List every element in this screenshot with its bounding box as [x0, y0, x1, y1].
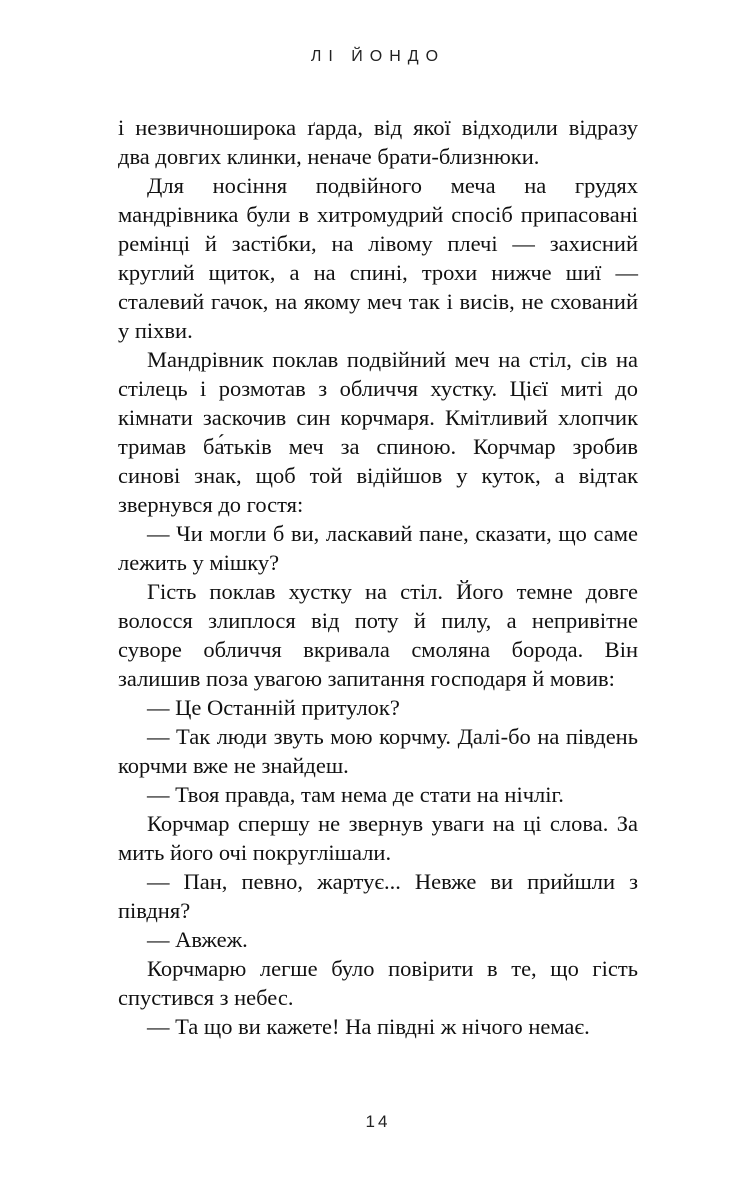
paragraph-10: — Пан, певно, жартує... Невже ви прийшли з півдня? [118, 869, 638, 923]
paragraph-7: — Так люди звуть мою корчму. Далі-бо на південь корчми вже не знайдеш. [118, 724, 638, 778]
paragraph-9: Корчмар спершу не звернув уваги на ці слова. За мить його очі покруглішали. [118, 811, 638, 865]
paragraph-13: — Та що ви кажете! На півдні ж нічого немає. [147, 1014, 590, 1039]
paragraph-6: — Це Останній притулок? [147, 695, 400, 720]
paragraph-12: Корчмарю легше було повірити в те, що гість спустився з небес. [118, 956, 638, 1010]
running-head: ЛІ ЙОНДО [310, 48, 446, 65]
paragraph-1: і незвичноширока ґарда, від якої відходили відразу два довгих клинки, неначе брати-близнюки. [118, 115, 638, 169]
paragraph-5: Гість поклав хустку на стіл. Його темне довге волосся злиплося від поту й пилу, а непривітне суворе обличчя вкривала смоляна борода. Він залишив поза увагою запитання господаря й мовив: [118, 579, 638, 691]
paragraph-2: Для носіння подвійного меча на грудях мандрівника були в хитромудрий спосіб припасовані ремінці й застібки, на лівому плечі — захисний круглий щиток, а на спині, трохи нижче шиї — сталевий гачок, на якому меч так і висів, не схований у піхви. [118, 173, 638, 343]
paragraph-11: — Авжеж. [147, 927, 248, 952]
paragraph-3: Мандрівник поклав подвійний меч на стіл, сів на стілець і розмотав з обличчя хустку. Цієї миті до кімнати заскочив син корчмаря. Кмітливий хлопчик тримав ба́тьків меч за спиною. Корчмар зробив синові знак, щоб той відійшов у куток, а відтак звернувся до гостя: [118, 347, 638, 517]
paragraph-8: — Твоя правда, там нема де стати на нічліг. [147, 782, 564, 807]
paragraph-4: — Чи могли б ви, ласкавий пане, сказати, що саме лежить у мішку? [118, 521, 638, 575]
body-text [118, 113, 638, 1041]
page-number: 14 [365, 1112, 391, 1131]
